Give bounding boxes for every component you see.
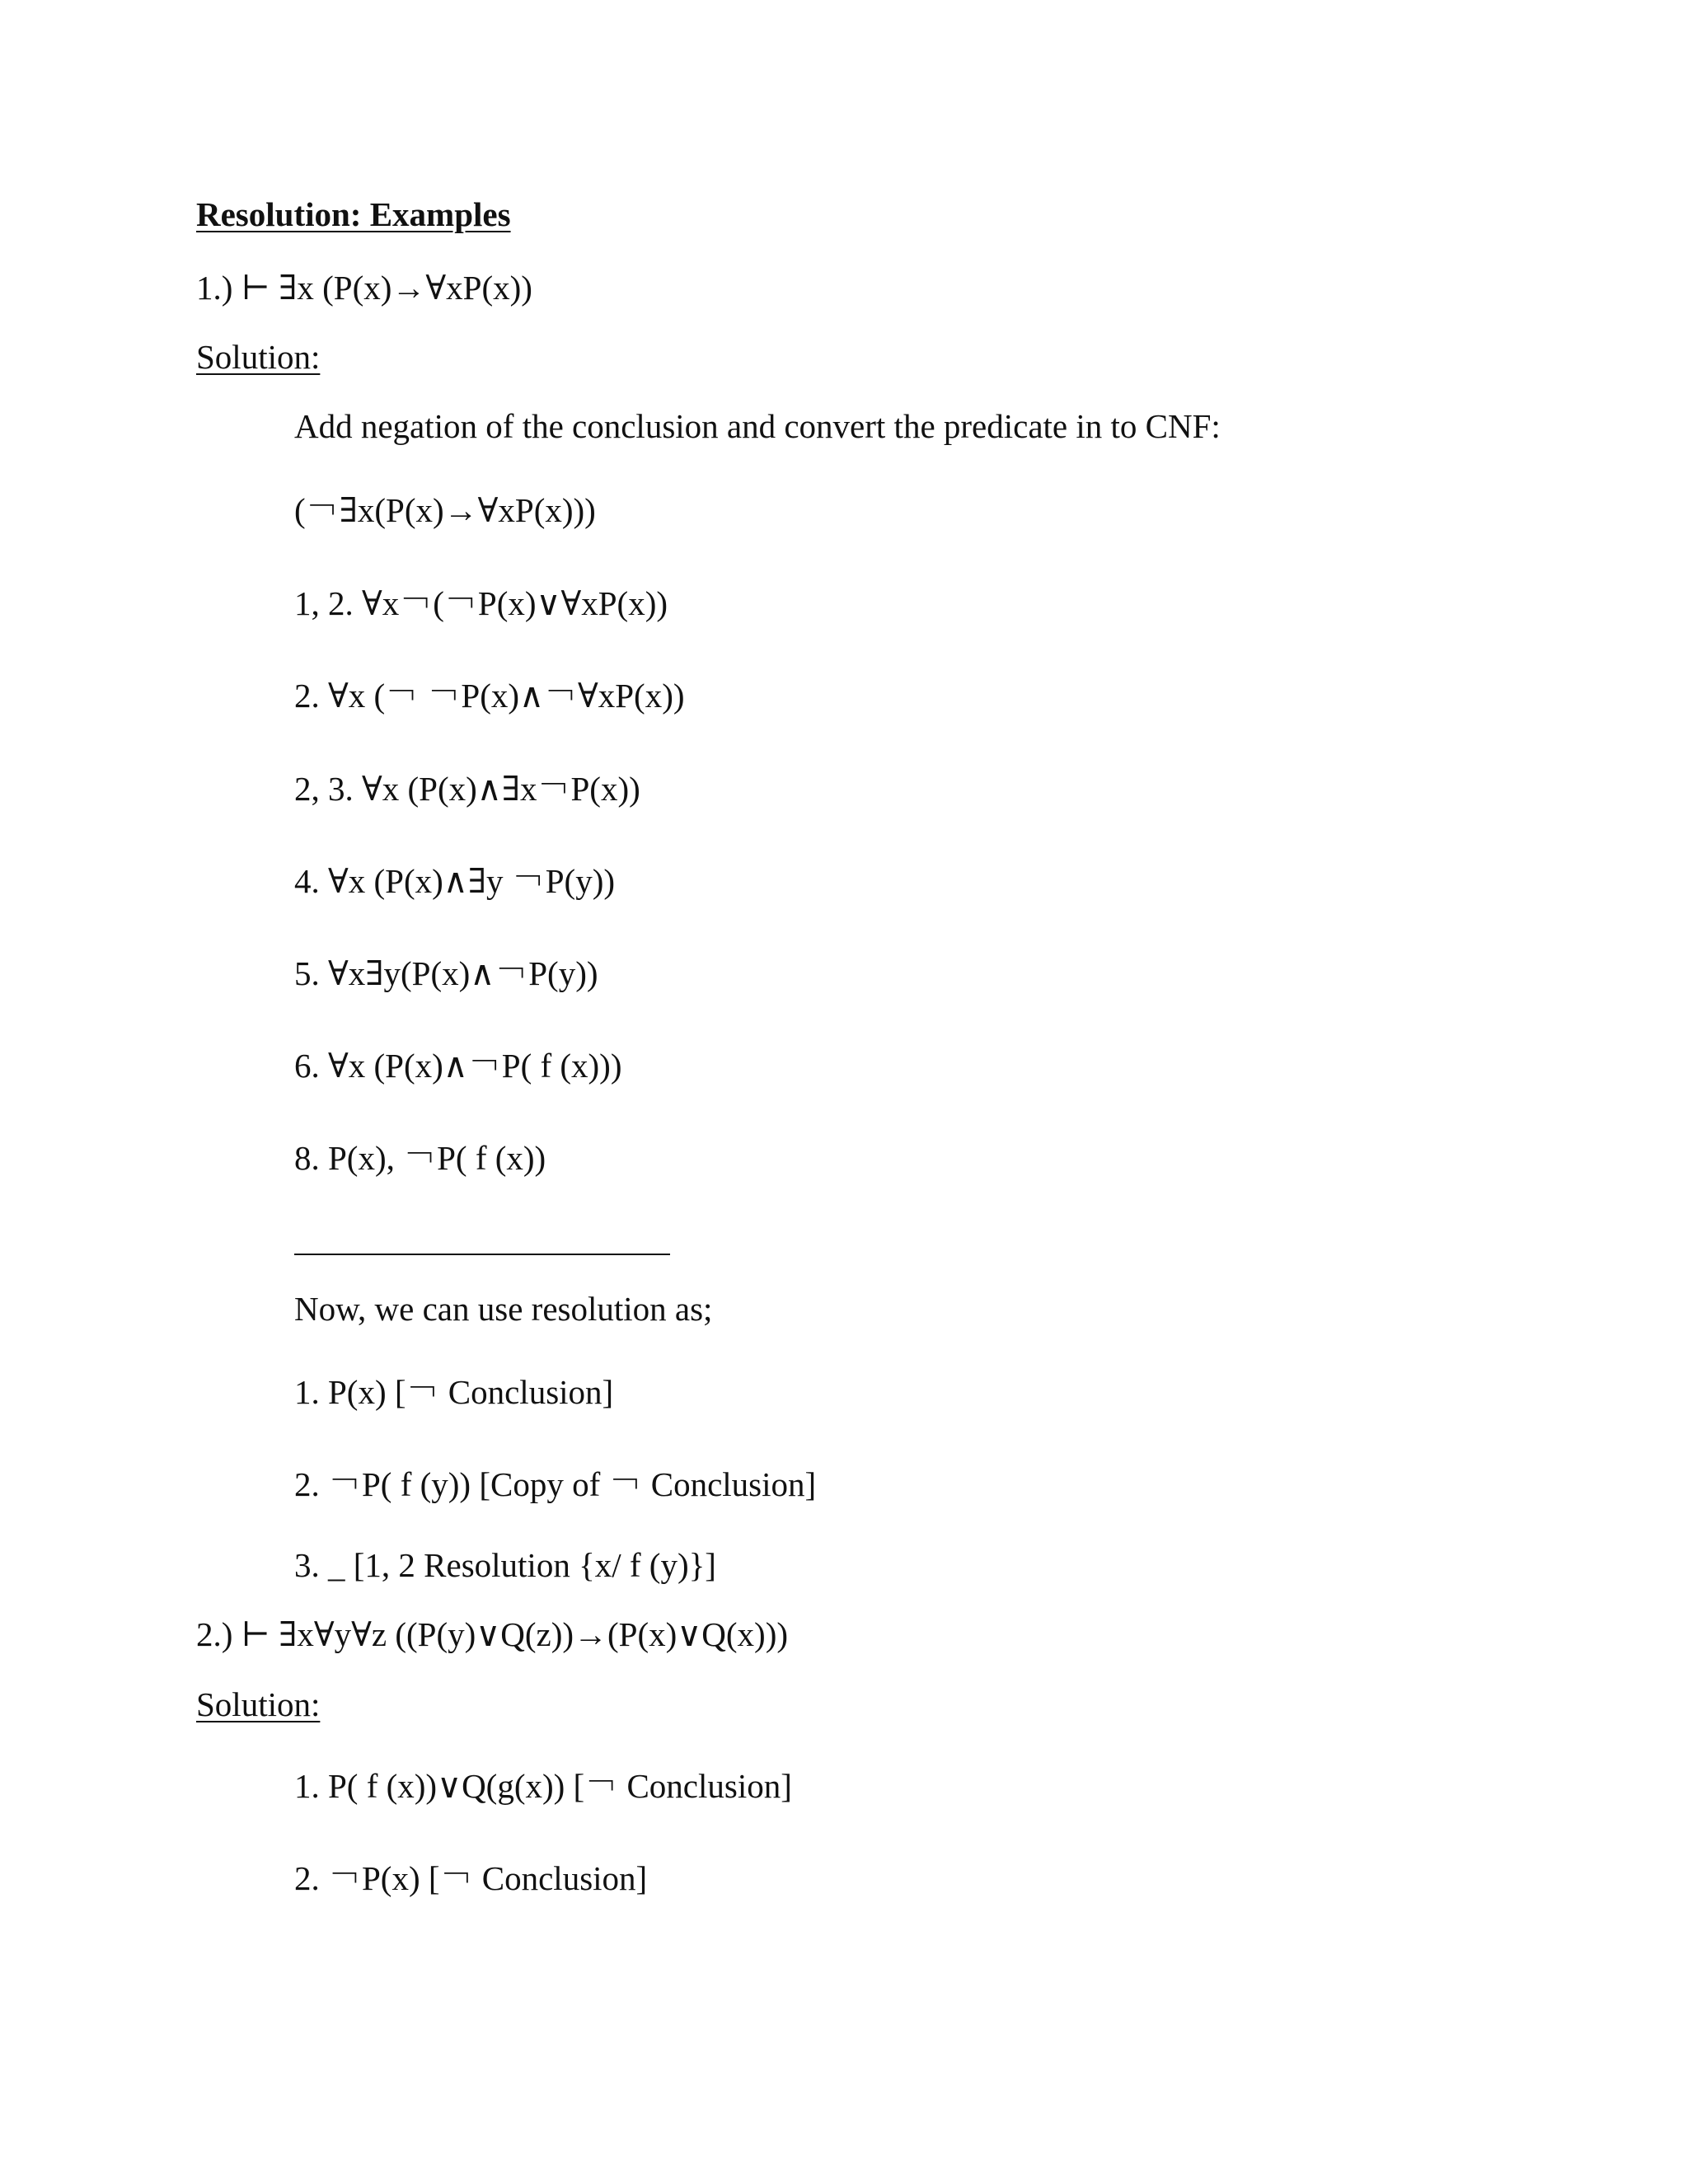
divider-rule — [294, 1254, 670, 1255]
resolution-step: 3. _ [1, 2 Resolution {x/ f (y)}] — [294, 1546, 716, 1584]
resolution-step: 2. ￢P( f (y)) [Copy of ￢ Conclusion] — [294, 1465, 817, 1503]
cnf-step: 5. ∀x∃y(P(x)∧￢P(y)) — [294, 954, 598, 992]
cnf-step: 2, 3. ∀x (P(x)∧∃x￢P(x)) — [294, 770, 640, 808]
cnf-step: 8. P(x), ￢P( f (x)) — [294, 1139, 546, 1177]
example-1-negation: (￢∃x(P(x)→∀xP(x))) — [294, 491, 596, 529]
example-2-step: 1. P( f (x))∨Q(g(x)) [￢ Conclusion] — [294, 1767, 792, 1805]
resolution-step: 1. P(x) [￢ Conclusion] — [294, 1373, 614, 1411]
cnf-step: 1, 2. ∀x￢(￢P(x)∨∀xP(x)) — [294, 584, 668, 622]
page-title: Resolution: Examples — [196, 195, 511, 233]
resolution-intro: Now, we can use resolution as; — [294, 1290, 713, 1328]
example-2-solution-label: Solution: — [196, 1685, 321, 1723]
cnf-step: 6. ∀x (P(x)∧￢P( f (x))) — [294, 1047, 622, 1085]
example-1-solution-label: Solution: — [196, 338, 321, 376]
example-2-statement: 2.) ⊢ ∃x∀y∀z ((P(y)∨Q(z))→(P(x)∨Q(x))) — [196, 1615, 789, 1653]
example-1-statement: 1.) ⊢ ∃x (P(x)→∀xP(x)) — [196, 269, 532, 307]
example-1-intro: Add negation of the conclusion and convert the predicate in to CNF: — [294, 407, 1221, 445]
cnf-step: 2. ∀x (￢ ￢P(x)∧￢∀xP(x)) — [294, 677, 685, 715]
example-2-step: 2. ￢P(x) [￢ Conclusion] — [294, 1859, 648, 1897]
cnf-step: 4. ∀x (P(x)∧∃y ￢P(y)) — [294, 862, 616, 900]
